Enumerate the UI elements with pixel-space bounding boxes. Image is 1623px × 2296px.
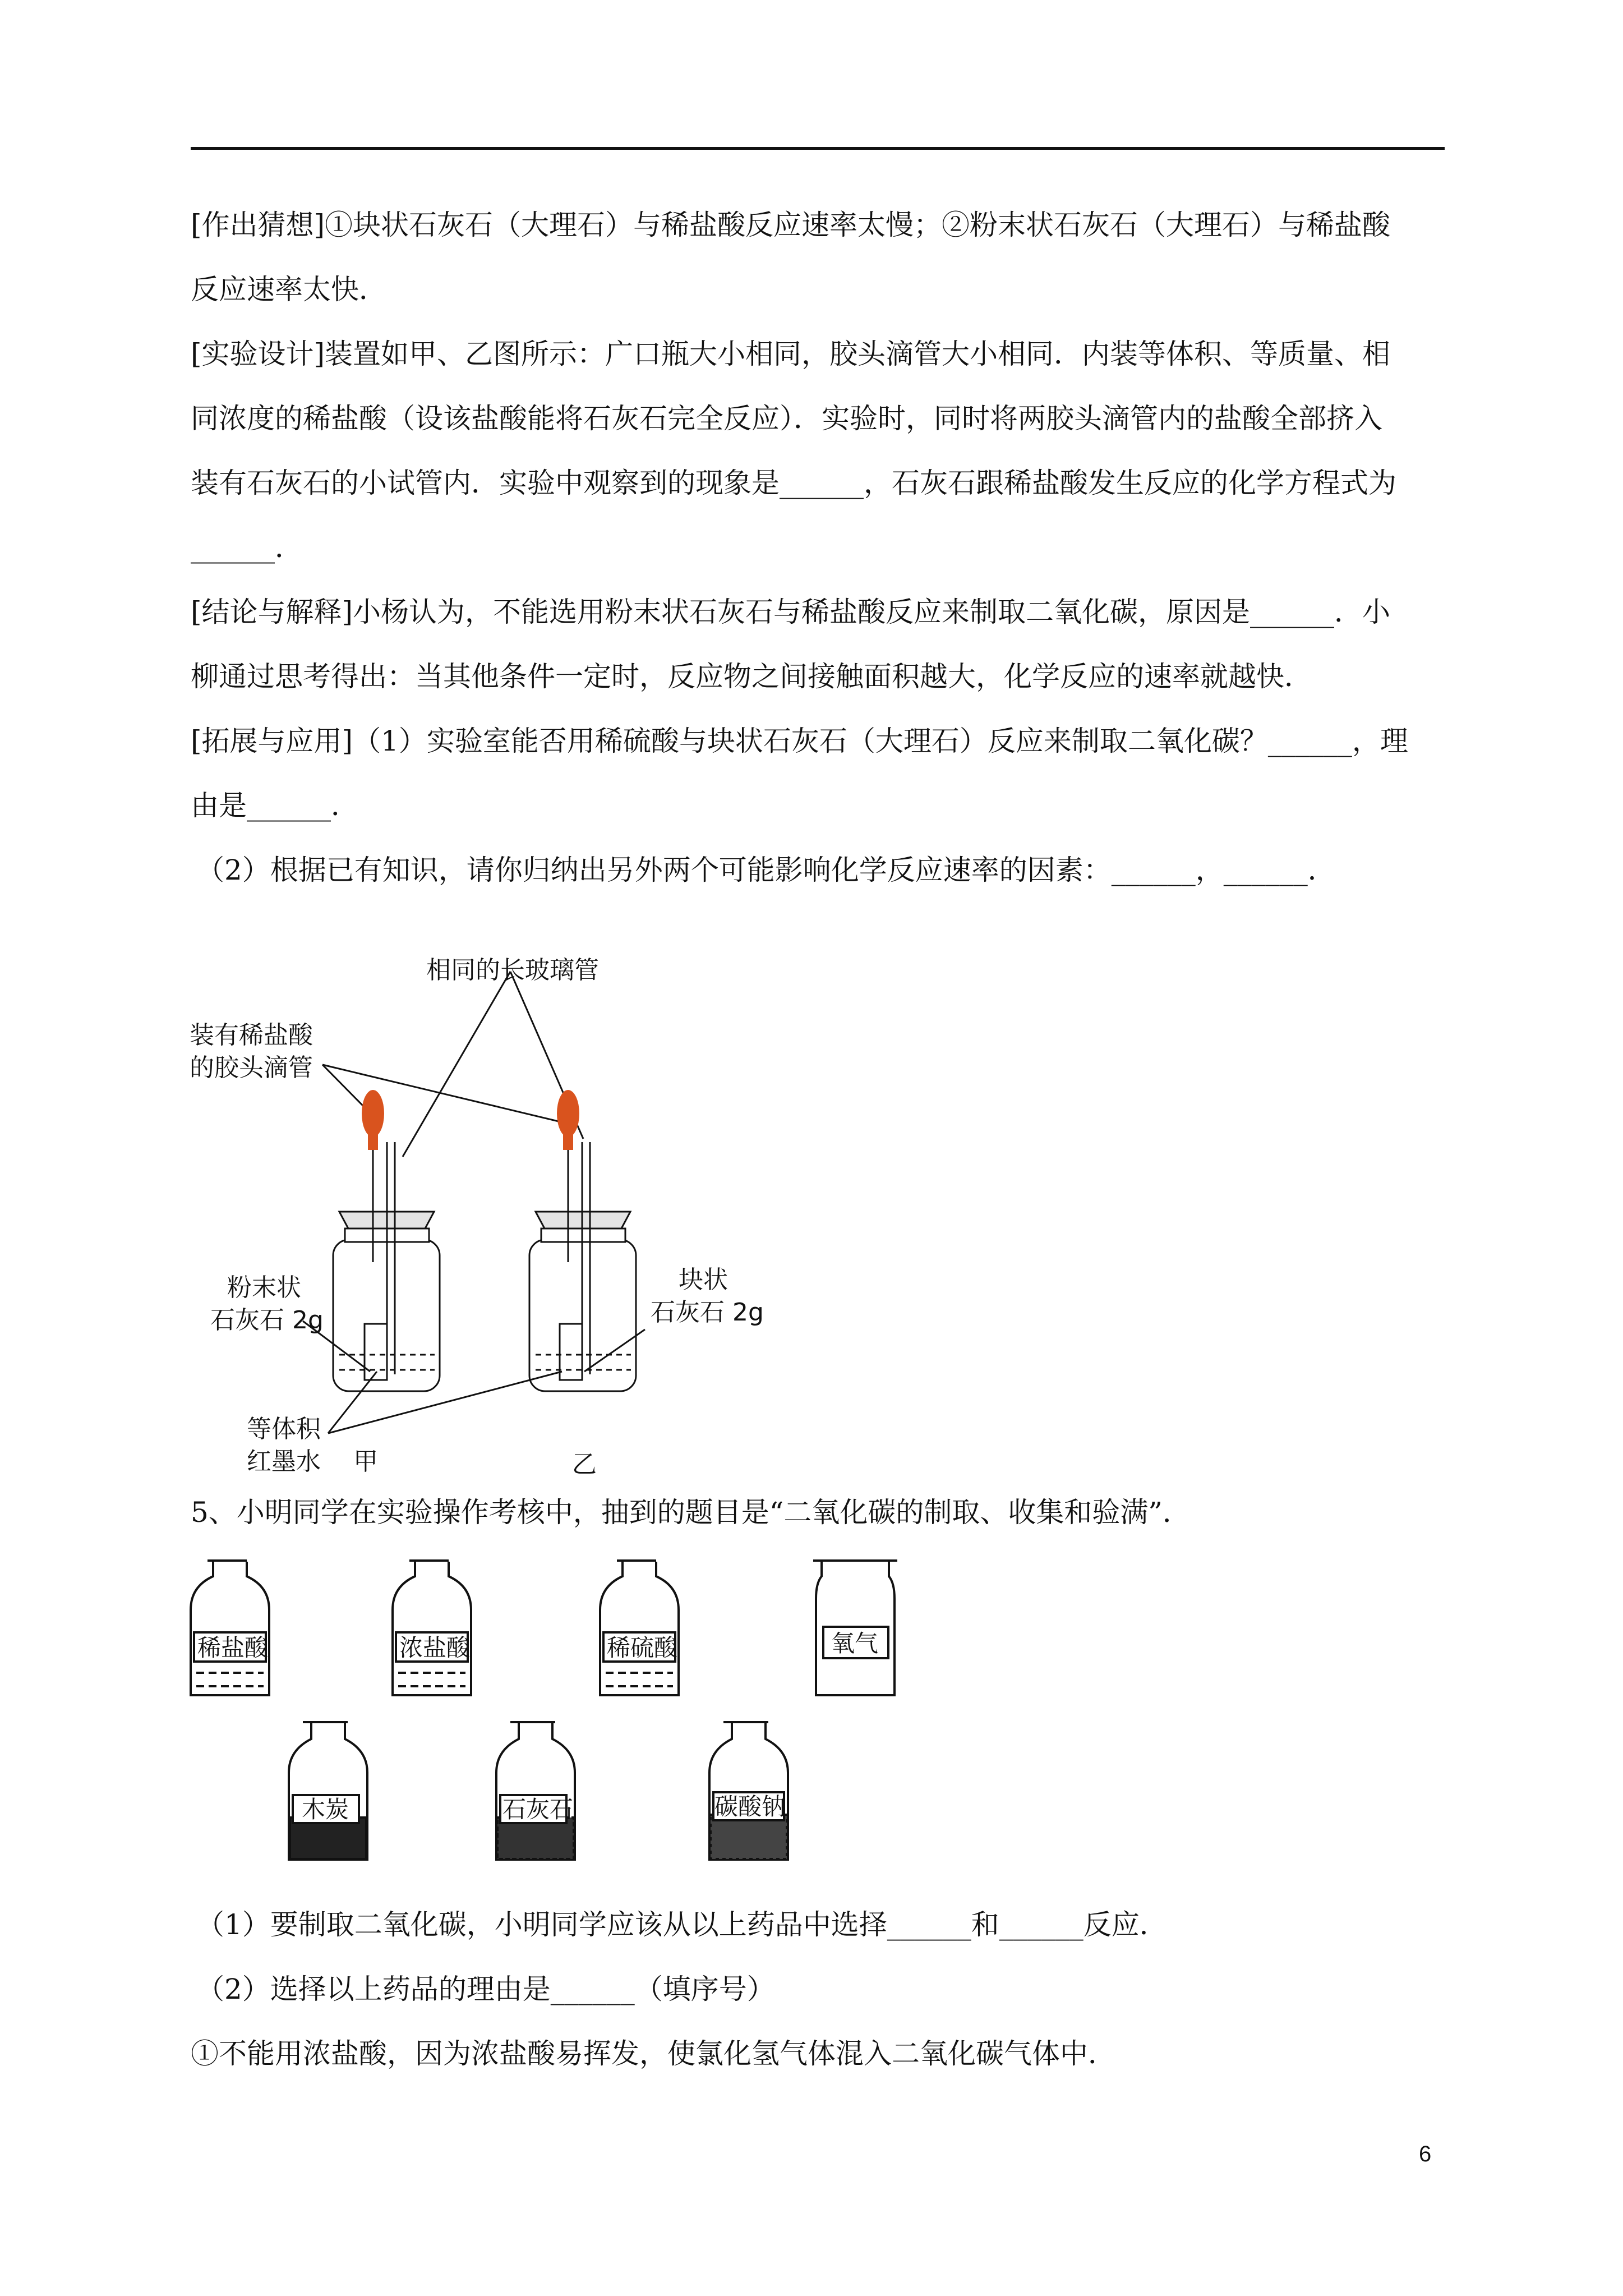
reagent-label-limestone: 石灰石 [502,1796,574,1823]
dropper-bulbs [362,1090,579,1150]
question-5-part-1: （1）要制取二氧化碳，小明同学应该从以上药品中选择______和______反应． [196,1908,1168,1941]
paragraph-design-line-3: 装有石灰石的小试管内．实验中观察到的现象是______，石灰石跟稀盐酸发生反应的化学方程式为 [191,467,1396,499]
paragraph-extension-line-3: （2）根据已有知识，请你归纳出另外两个可能影响化学反应速率的因素：______，______． [196,854,1336,886]
paragraph-design-line-2: 同浓度的稀盐酸（设该盐酸能将石灰石完全反应）．实验时，同时将两胶头滴管内的盐酸全部挤入 [191,402,1382,435]
paragraph-conclusion-line-2: 柳通过思考得出：当其他条件一定时，反应物之间接触面积越大，化学反应的速率就越快． [191,660,1312,693]
reagent-bottle [496,1722,575,1860]
reagent-label-charcoal: 木炭 [302,1796,349,1823]
reagent-bottle [813,1561,897,1695]
label-jia: 甲 [353,1447,378,1476]
reagent-bottle [289,1722,367,1860]
header-rule [191,147,1445,150]
paragraph-hypothesis-line-1: [作出猜想]①块状石灰石（大理石）与稀盐酸反应速率太慢；②粉末状石灰石（大理石）与稀盐酸 [191,209,1391,241]
label-dropper-line-2: 的胶头滴管 [190,1053,313,1082]
label-powder-line-2: 石灰石 2g [210,1306,324,1335]
paragraph-design-line-4: ______． [191,531,303,564]
paragraph-extension-line-2: 由是______． [191,789,359,822]
paragraph-design-line-1: [实验设计]装置如甲、乙图所示：广口瓶大小相同，胶头滴管大小相同．内装等体积、等质量、相 [191,338,1391,370]
reagent-label-sodium-carbonate: 碳酸钠 [714,1793,786,1820]
reagent-bottle [600,1561,679,1695]
apparatus-figure [185,948,813,1481]
label-yi: 乙 [572,1450,597,1479]
reagent-label-conc-hcl: 浓盐酸 [399,1634,471,1662]
question-5-stem: 5、小明同学在实验操作考核中，抽到的题目是“二氧化碳的制取、收集和验满”． [191,1496,1191,1529]
reagent-bottle [393,1561,471,1695]
paragraph-conclusion-line-1: [结论与解释]小杨认为，不能选用粉末状石灰石与稀盐酸反应来制取二氧化碳，原因是______．小 [191,596,1391,628]
reagent-label-dilute-h2so4: 稀硫酸 [607,1634,678,1662]
reagent-bottles [185,1554,931,1868]
label-powder-line-1: 粉末状 [227,1273,301,1302]
label-ink-line-1: 等体积 [247,1415,321,1443]
question-5-part-2: （2）选择以上药品的理由是______（填序号） [196,1973,775,2005]
question-5-option-1: ①不能用浓盐酸，因为浓盐酸易挥发，使氯化氢气体混入二氧化碳气体中． [191,2037,1116,2070]
label-lump-line-2: 石灰石 2g [651,1298,764,1327]
reagent-bottle [191,1561,269,1695]
label-lump-line-1: 块状 [679,1266,728,1294]
paragraph-extension-line-1: [拓展与应用]（1）实验室能否用稀硫酸与块状石灰石（大理石）反应来制取二氧化碳？______，理 [191,725,1408,757]
reagent-label-dilute-hcl: 稀盐酸 [197,1634,269,1662]
reagent-label-oxygen: 氧气 [831,1630,879,1657]
label-dropper-line-1: 装有稀盐酸 [190,1021,313,1050]
label-long-tubes: 相同的长玻璃管 [426,956,599,984]
page-number: 6 [1419,2142,1432,2166]
reagent-bottle [709,1722,788,1860]
paragraph-hypothesis-line-2: 反应速率太快． [191,273,387,306]
label-ink-line-2: 红墨水 [247,1447,321,1476]
